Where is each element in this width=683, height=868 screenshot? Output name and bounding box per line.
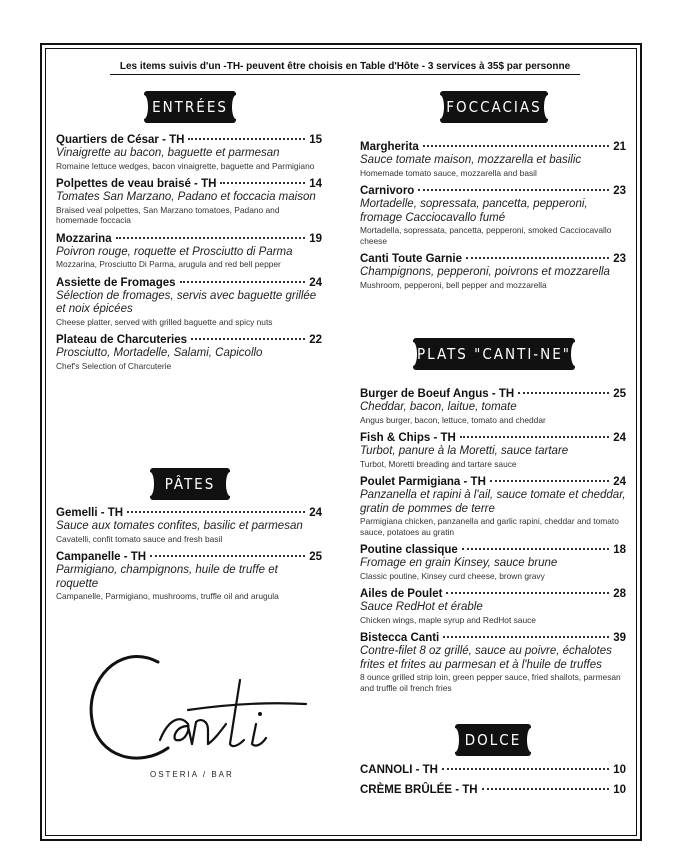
menu-item-price: 39 <box>613 632 626 644</box>
menu-item-name: Bistecca Canti <box>360 632 440 644</box>
menu-item-name: Ailes de Poulet <box>360 588 443 600</box>
dot-leader <box>116 237 306 239</box>
entrees-list <box>56 133 322 377</box>
menu-item <box>56 333 322 371</box>
section-title: ENTRÉES <box>152 98 228 116</box>
pates-list <box>56 506 322 608</box>
menu-item-row <box>360 431 626 445</box>
menu-item-price: 14 <box>309 178 322 190</box>
menu-item-name: Polpettes de veau braisé - TH <box>56 178 217 190</box>
dot-leader <box>423 145 609 147</box>
menu-item-row <box>56 276 322 290</box>
menu-item-name: CANNOLI - TH <box>360 764 438 776</box>
foccacias-list <box>360 140 626 296</box>
menu-item-row <box>56 333 322 347</box>
menu-item-price: 24 <box>613 432 626 444</box>
section-title: DOLCE <box>464 731 522 749</box>
menu-item <box>360 184 626 246</box>
menu-item-name: Poulet Parmigiana - TH <box>360 476 486 488</box>
menu-item-description-en: Angus burger, bacon, lettuce, tomato and cheddar <box>360 414 546 425</box>
section-title: PÂTES <box>164 475 216 493</box>
section-banner-foccacias <box>440 91 548 123</box>
menu-item-description-fr: Sauce aux tomates confites, basilic et parmesan <box>56 520 303 532</box>
menu-item-name: Burger de Boeuf Angus - TH <box>360 388 515 400</box>
menu-item <box>360 543 626 581</box>
section-title: FOCCACIAS <box>446 98 542 116</box>
dot-leader <box>490 480 609 482</box>
menu-item-description-fr: Panzanella et rapini à l'ail, sauce tomate et cheddar, gratin de pommes de terre <box>360 489 626 515</box>
menu-item-row <box>360 252 626 266</box>
menu-item-description-en: Homemade tomato sauce, mozzarella and basil <box>360 167 537 178</box>
menu-item <box>56 276 322 328</box>
menu-item <box>360 783 626 797</box>
menu-item-price: 23 <box>613 185 626 197</box>
menu-item-name: Fish & Chips - TH <box>360 432 456 444</box>
menu-item-name: Campanelle - TH <box>56 551 147 563</box>
menu-item-price: 24 <box>309 276 322 289</box>
menu-item <box>360 431 626 469</box>
menu-item-row <box>56 177 322 191</box>
dot-leader <box>443 636 609 638</box>
menu-item-description-en: Parmigiana chicken, panzanella and garlic rapini, cheddar and tomato sauce, potatoes au gratin <box>360 516 619 537</box>
section-title: PLATS "CANTI-NE" <box>416 345 571 363</box>
menu-item-price: 25 <box>309 551 322 563</box>
menu-item-row <box>360 475 626 489</box>
menu-item-description-fr: Cheddar, bacon, laitue, tomate <box>360 401 517 413</box>
menu-item-description-en: Romaine lettuce wedges, bacon vinaigrette, baguette and Parmigiano <box>56 160 315 171</box>
dot-leader <box>442 768 609 770</box>
section-banner-dolce <box>455 724 531 756</box>
menu-item-description-en: Classic poutine, Kinsey curd cheese, brown gravy <box>360 570 545 581</box>
dot-leader <box>462 548 609 550</box>
menu-item <box>360 252 626 290</box>
menu-item <box>360 387 626 425</box>
menu-item-description-en: Chef's Selection of Charcuterie <box>56 360 172 371</box>
menu-item-description-fr: Sélection de fromages, servis avec baguette grillée et noix épicées <box>56 289 317 315</box>
menu-item-description-fr: Sauce tomate maison, mozzarella et basilic <box>360 154 582 166</box>
menu-item <box>56 550 322 602</box>
menu-item-name: Quartiers de César - TH <box>56 134 185 146</box>
menu-item-price: 19 <box>309 232 322 245</box>
menu-item-price: 23 <box>613 253 626 265</box>
menu-item-description-en: Turbot, Moretti breading and tartare sauce <box>360 458 517 469</box>
menu-item-name: Assiette de Fromages <box>56 276 176 289</box>
menu-item-description-en: Mozzarina, Prosciutto Di Parma, arugula and red bell pepper <box>56 259 281 269</box>
menu-item-description-fr: Contre-filet 8 oz grillé, sauce au poivre, échalotes frites et frites au parmesan et à l'huile de truffes <box>360 645 612 671</box>
menu-item-row <box>56 133 322 147</box>
menu-item-price: 22 <box>309 334 322 346</box>
menu-item <box>360 763 626 777</box>
canti-logo <box>80 640 310 790</box>
dot-leader <box>446 592 609 594</box>
menu-item-price: 25 <box>613 388 626 400</box>
dot-leader <box>460 436 609 438</box>
menu-item-row <box>360 763 626 777</box>
menu-item-description-fr: Champignons, pepperoni, poivrons et mozzarella <box>360 266 610 278</box>
menu-item-description-en: Mortadella, sopressata, pancetta, pepperoni, smoked Cacciocavallo cheese <box>360 225 612 246</box>
dolce-list <box>360 763 626 803</box>
menu-item-row <box>56 232 322 246</box>
menu-item <box>360 631 626 693</box>
menu-item-name: Carnivoro <box>360 185 415 197</box>
menu-item <box>56 133 322 171</box>
menu-item-name: Plateau de Charcuteries <box>56 334 188 346</box>
menu-item-description-fr: Parmigiano, champignons, huile de truffe et roquette <box>56 564 278 590</box>
plats-list <box>360 387 626 699</box>
menu-item-description-fr: Vinaigrette au bacon, baguette et parmesan <box>56 147 280 159</box>
dot-leader <box>150 555 305 557</box>
menu-item-price: 18 <box>613 544 626 556</box>
menu-item-price: 24 <box>309 507 322 519</box>
menu-item-row <box>360 587 626 601</box>
menu-item <box>56 232 322 270</box>
menu-item-row <box>360 543 626 557</box>
menu-item-description-fr: Turbot, panure à la Moretti, sauce tartare <box>360 445 569 457</box>
menu-item-description-fr: Mortadelle, sopressata, pancetta, pepperoni, fromage Cacciocavallo fumé <box>360 198 588 224</box>
menu-item-name: Poutine classique <box>360 544 458 556</box>
dot-leader <box>518 392 609 394</box>
menu-item-price: 24 <box>613 476 626 488</box>
menu-item-name: Margherita <box>360 141 419 153</box>
menu-item <box>360 475 626 537</box>
menu-item-row <box>360 184 626 198</box>
menu-item-description-fr: Sauce RedHot et érable <box>360 601 483 613</box>
menu-item-description-fr: Prosciutto, Mortadelle, Salami, Capicollo <box>56 347 263 359</box>
menu-item-row <box>360 631 626 645</box>
menu-item <box>360 587 626 625</box>
dot-leader <box>191 338 305 340</box>
menu-item-price: 10 <box>613 764 626 776</box>
menu-item-description-en: 8 ounce grilled strip loin, green pepper sauce, fried shallots, parmesan and truffle oil french fries <box>360 672 621 693</box>
menu-item-description-fr: Poivron rouge, roquette et Prosciutto di Parma <box>56 245 293 258</box>
menu-item-description-en: Cheese platter, served with grilled baguette and spicy nuts <box>56 316 273 327</box>
section-banner-entrees <box>144 91 236 123</box>
menu-item-row <box>360 783 626 797</box>
menu-item-name: Canti Toute Garnie <box>360 253 463 265</box>
menu-item-price: 28 <box>613 588 626 600</box>
menu-item-description-en: Mushroom, pepperoni, bell pepper and mozzarella <box>360 279 547 290</box>
menu-item-description-en: Campanelle, Parmigiano, mushrooms, truffle oil and arugula <box>56 591 279 601</box>
menu-item-name: CRÈME BRÛLÉE - TH <box>360 784 478 796</box>
dot-leader <box>418 189 609 191</box>
menu-item-row <box>360 140 626 154</box>
menu-item <box>360 140 626 178</box>
menu-item-name: Mozzarina <box>56 232 112 245</box>
logo-tagline: OSTERIA / BAR <box>150 770 234 779</box>
menu-item-price: 10 <box>613 784 626 796</box>
menu-item-row <box>360 387 626 401</box>
menu-item-description-en: Cavatelli, confit tomato sauce and fresh basil <box>56 533 223 544</box>
menu-item <box>56 506 322 544</box>
dot-leader <box>220 182 305 184</box>
dot-leader <box>188 138 305 140</box>
table-dhote-note: Les items suivis d'un -TH- peuvent être choisis en Table d'Hôte - 3 services à 35$ par personne <box>110 61 580 75</box>
dot-leader <box>180 281 306 283</box>
menu-item-description-fr: Fromage en grain Kinsey, sauce brune <box>360 557 558 569</box>
menu-item <box>56 177 322 226</box>
dot-leader <box>482 788 610 790</box>
menu-item-description-en: Braised veal polpettes, San Marzano tomatoes, Padano and homemade foccacia <box>56 204 280 225</box>
menu-item-description-fr: Tomates San Marzano, Padano et foccacia maison <box>56 191 316 203</box>
menu-item-description-en: Chicken wings, maple syrup and RedHot sauce <box>360 614 536 625</box>
section-banner-pates <box>150 468 230 500</box>
dot-leader <box>127 511 305 513</box>
menu-item-price: 15 <box>309 134 322 146</box>
dot-leader <box>466 257 609 259</box>
menu-item-row <box>56 550 322 564</box>
menu-item-name: Gemelli - TH <box>56 507 124 519</box>
menu-item-row <box>56 506 322 520</box>
section-banner-plats <box>413 338 575 370</box>
menu-item-price: 21 <box>613 141 626 153</box>
